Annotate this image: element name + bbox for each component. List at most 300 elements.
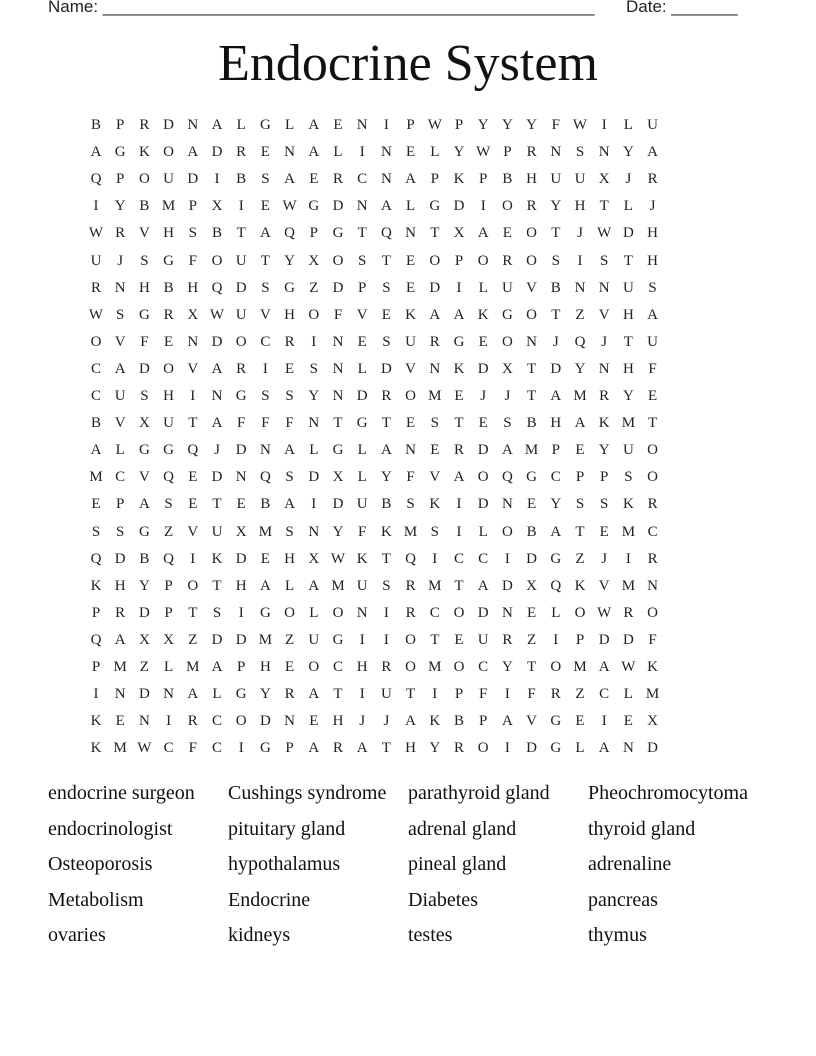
grid-row [84, 738, 665, 758]
grid-letter: K [90, 740, 102, 757]
grid-letter: D [550, 360, 562, 377]
grid-letter: B [139, 550, 150, 567]
grid-letter: I [359, 144, 365, 161]
grid-letter: O [211, 252, 223, 269]
grid-letter: M [428, 659, 442, 675]
grid-letter: H [284, 550, 296, 567]
grid-letter: X [163, 631, 175, 648]
grid-letter: A [114, 360, 126, 377]
grid-letter: M [428, 577, 442, 594]
grid-letter: Z [575, 686, 585, 703]
grid-letter: R [647, 171, 658, 188]
grid-letter: E [381, 306, 391, 323]
grid-letter: F [140, 333, 149, 350]
grid-letter: I [432, 550, 438, 567]
grid-letter: X [235, 523, 247, 540]
grid-letter: Z [188, 631, 198, 648]
grid-letter: O [647, 469, 659, 486]
grid-letter: F [188, 740, 197, 757]
grid-letter: M [621, 523, 636, 540]
grid-letter: R [405, 604, 416, 621]
grid-letter: Q [187, 442, 199, 459]
grid-letter: W [572, 117, 588, 133]
grid-letter: I [93, 198, 99, 215]
grid-letter: H [356, 659, 368, 675]
word-list-item: ovaries [48, 924, 106, 947]
grid-letter: P [600, 469, 609, 486]
grid-letter: S [430, 415, 439, 432]
grid-letter: T [430, 225, 440, 242]
grid-letter: M [573, 388, 587, 404]
grid-letter: S [551, 252, 560, 269]
grid-letter: P [164, 604, 173, 621]
grid-letter: I [504, 550, 510, 567]
grid-letter: I [480, 198, 486, 215]
grid-letter: N [501, 604, 513, 621]
grid-letter: X [526, 577, 538, 594]
grid-letter: M [113, 659, 127, 675]
grid-letter: M [89, 469, 103, 486]
grid-row [84, 657, 665, 677]
grid-letter: F [237, 415, 246, 432]
grid-letter: H [138, 279, 150, 296]
grid-letter: N [332, 388, 344, 404]
grid-letter: W [621, 659, 636, 675]
grid-letter: S [164, 496, 173, 513]
grid-letter: A [647, 306, 659, 323]
grid-letter: N [187, 117, 199, 133]
grid-letter: E [406, 415, 416, 432]
grid-letter: B [163, 279, 174, 296]
grid-letter: H [550, 415, 562, 432]
grid-letter: T [454, 577, 464, 594]
grid-letter: A [187, 144, 199, 161]
grid-letter: Q [163, 469, 175, 486]
grid-letter: P [575, 631, 585, 648]
grid-letter: C [647, 523, 658, 540]
grid-letter: D [501, 577, 513, 594]
grid-letter: T [551, 306, 561, 323]
grid-letter: T [623, 252, 633, 269]
grid-letter: O [477, 252, 489, 269]
grid-letter: K [380, 523, 392, 540]
grid-letter: O [501, 523, 513, 540]
grid-letter: Y [598, 442, 610, 459]
grid-letter: B [211, 225, 222, 242]
word-list-item: Endocrine [228, 888, 311, 911]
grid-letter: E [333, 117, 343, 133]
grid-letter: G [308, 198, 320, 215]
grid-letter: D [138, 686, 150, 703]
grid-letter: A [380, 442, 392, 459]
grid-letter: K [138, 144, 150, 161]
grid-letter: E [357, 333, 367, 350]
grid-letter: N [187, 333, 199, 350]
grid-letter: I [238, 198, 244, 215]
grid-letter: K [574, 577, 586, 594]
grid-letter: T [357, 225, 367, 242]
grid-letter: N [114, 279, 126, 296]
grid-letter: E [406, 252, 416, 269]
grid-letter: D [380, 360, 392, 377]
grid-letter: R [429, 333, 440, 350]
grid-letter: Q [90, 631, 102, 648]
grid-letter: G [332, 442, 344, 459]
grid-letter: Q [550, 577, 562, 594]
grid-letter: A [308, 740, 320, 757]
grid-letter: U [356, 496, 368, 513]
grid-letter: R [163, 306, 174, 323]
grid-letter: X [308, 550, 320, 567]
grid-letter: A [114, 631, 126, 648]
grid-letter: R [139, 117, 150, 133]
grid-letter: O [453, 604, 465, 621]
grid-letter: A [284, 442, 296, 459]
grid-letter: W [137, 740, 152, 757]
grid-letter: O [332, 252, 344, 269]
grid-letter: T [527, 659, 537, 675]
grid-letter: S [188, 225, 197, 242]
grid-letter: N [501, 496, 513, 513]
grid-letter: E [285, 659, 295, 675]
grid-letter: S [140, 388, 149, 404]
grid-letter: M [573, 659, 587, 675]
grid-letter: I [311, 496, 317, 513]
grid-letter: Y [308, 388, 320, 404]
grid-letter: V [429, 469, 441, 486]
grid-letter: V [114, 333, 126, 350]
grid-letter: H [163, 225, 175, 242]
grid-letter: K [598, 415, 610, 432]
grid-letter: E [575, 442, 585, 459]
grid-letter: D [477, 360, 489, 377]
grid-letter: M [331, 577, 345, 594]
grid-row [84, 142, 665, 162]
grid-letter: S [600, 252, 609, 269]
grid-letter: A [308, 144, 320, 161]
grid-letter: C [478, 659, 489, 675]
grid-letter: L [309, 442, 319, 459]
grid-letter: W [330, 550, 346, 567]
grid-letter: R [623, 604, 634, 621]
grid-letter: E [478, 333, 488, 350]
grid-letter: T [188, 604, 198, 621]
grid-letter: R [502, 252, 513, 269]
word-list-item: pineal gland [408, 853, 507, 876]
grid-letter: T [551, 225, 561, 242]
grid-letter: T [527, 360, 537, 377]
grid-letter: H [405, 740, 417, 757]
grid-letter: Y [453, 144, 465, 161]
grid-letter: A [598, 740, 610, 757]
grid-letter: M [428, 388, 442, 404]
grid-letter: G [332, 225, 344, 242]
grid-letter: D [356, 388, 368, 404]
grid-letter: P [91, 604, 101, 621]
grid-letter: H [332, 713, 344, 730]
grid-letter: A [211, 659, 223, 675]
grid-letter: S [261, 171, 270, 188]
grid-letter: A [138, 496, 150, 513]
grid-letter: O [405, 631, 417, 648]
grid-letter: E [527, 496, 537, 513]
grid-row [84, 549, 665, 569]
grid-letter: D [235, 631, 247, 648]
grid-letter: Z [285, 631, 295, 648]
grid-letter: W [597, 604, 612, 621]
grid-letter: U [235, 306, 247, 323]
grid-letter: B [90, 415, 101, 432]
grid-letter: O [647, 442, 659, 459]
word-list-item: Osteoporosis [48, 853, 153, 876]
grid-letter: X [138, 415, 150, 432]
grid-letter: T [575, 523, 585, 540]
grid-letter: R [647, 550, 658, 567]
grid-letter: N [574, 279, 586, 296]
grid-letter: Y [550, 198, 562, 215]
grid-letter: U [647, 117, 659, 133]
grid-letter: F [406, 469, 415, 486]
grid-letter: X [138, 631, 150, 648]
grid-letter: P [164, 577, 173, 594]
grid-letter: O [429, 252, 441, 269]
grid-letter: U [380, 686, 392, 703]
page-title: Endocrine System [218, 35, 598, 92]
grid-letter: X [332, 469, 344, 486]
grid-letter: S [116, 306, 125, 323]
grid-letter: D [138, 604, 150, 621]
grid-letter: D [526, 740, 538, 757]
grid-letter: A [429, 306, 441, 323]
grid-letter: U [356, 577, 368, 594]
grid-letter: S [430, 523, 439, 540]
grid-letter: A [405, 713, 417, 730]
grid-letter: R [115, 604, 126, 621]
grid-letter: E [623, 713, 633, 730]
grid-letter: D [647, 740, 659, 757]
grid-letter: E [309, 713, 319, 730]
grid-letter: G [550, 740, 562, 757]
grid-letter: Y [114, 198, 126, 215]
grid-letter: B [502, 171, 513, 188]
grid-letter: C [332, 659, 343, 675]
grid-letter: S [358, 252, 367, 269]
grid-letter: I [553, 631, 559, 648]
grid-letter: N [622, 740, 634, 757]
grid-row [84, 440, 665, 460]
grid-letter: T [212, 577, 222, 594]
grid-letter: T [648, 415, 658, 432]
grid-letter: T [333, 415, 343, 432]
grid-letter: T [236, 225, 246, 242]
grid-letter: O [477, 740, 489, 757]
grid-letter: A [308, 117, 320, 133]
grid-letter: S [261, 388, 270, 404]
grid-letter: H [647, 225, 659, 242]
grid-letter: L [333, 144, 343, 161]
grid-letter: K [429, 713, 441, 730]
grid-letter: I [383, 604, 389, 621]
grid-letter: L [357, 360, 367, 377]
grid-letter: O [163, 144, 175, 161]
grid-letter: F [479, 686, 488, 703]
grid-letter: D [163, 117, 175, 133]
grid-letter: N [356, 117, 368, 133]
grid-letter: L [357, 442, 367, 459]
grid-letter: K [647, 659, 659, 675]
word-list-item: thymus [588, 924, 647, 947]
grid-letter: D [477, 604, 489, 621]
grid-letter: C [478, 550, 489, 567]
grid-letter: A [284, 496, 296, 513]
grid-letter: E [91, 496, 101, 513]
grid-letter: M [258, 523, 273, 540]
grid-letter: W [88, 306, 104, 323]
grid-letter: D [308, 469, 320, 486]
grid-letter: S [285, 523, 294, 540]
grid-letter: C [260, 333, 271, 350]
grid-row [84, 332, 665, 352]
grid-letter: B [453, 713, 464, 730]
grid-letter: N [429, 360, 441, 377]
grid-letter: P [454, 117, 464, 133]
grid-letter: A [284, 171, 296, 188]
grid-letter: R [284, 686, 295, 703]
word-list-item: testes [408, 924, 453, 947]
grid-letter: I [238, 604, 244, 621]
grid-letter: X [453, 225, 465, 242]
grid-letter: E [188, 469, 198, 486]
grid-letter: O [550, 659, 562, 675]
grid-letter: I [601, 117, 607, 133]
grid-letter: N [356, 198, 368, 215]
grid-letter: R [236, 144, 247, 161]
grid-letter: O [501, 333, 513, 350]
grid-letter: L [623, 686, 633, 703]
grid-letter: H [622, 306, 634, 323]
grid-letter: D [453, 198, 465, 215]
grid-letter: S [382, 333, 391, 350]
grid-letter: F [551, 117, 560, 133]
grid-letter: C [357, 171, 368, 188]
grid-letter: M [621, 577, 636, 594]
grid-letter: N [647, 577, 659, 594]
grid-letter: M [524, 442, 539, 459]
date-field-label: Date: _______ [626, 0, 738, 16]
grid-letter: C [211, 713, 222, 730]
grid-letter: K [405, 306, 417, 323]
grid-row [84, 684, 665, 704]
grid-letter: X [187, 306, 199, 323]
grid-letter: B [526, 523, 537, 540]
grid-letter: D [259, 713, 271, 730]
grid-letter: E [406, 279, 416, 296]
grid-row [84, 630, 665, 650]
grid-letter: G [138, 306, 150, 323]
grid-letter: N [138, 713, 150, 730]
grid-letter: X [308, 252, 320, 269]
grid-letter: R [647, 496, 658, 513]
grid-letter: U [163, 171, 175, 188]
grid-letter: I [383, 117, 389, 133]
grid-letter: P [479, 713, 488, 730]
grid-letter: H [526, 171, 538, 188]
grid-letter: U [163, 415, 175, 432]
grid-letter: Y [259, 686, 271, 703]
grid-letter: H [259, 659, 271, 675]
grid-letter: I [190, 550, 196, 567]
grid-letter: R [90, 279, 101, 296]
grid-letter: N [308, 523, 320, 540]
grid-letter: I [262, 360, 268, 377]
grid-letter: W [282, 198, 297, 215]
grid-letter: P [188, 198, 197, 215]
grid-letter: D [622, 631, 634, 648]
grid-letter: G [259, 604, 271, 621]
grid-letter: Y [574, 360, 586, 377]
grid-letter: R [502, 631, 513, 648]
grid-letter: P [454, 686, 464, 703]
grid-letter: H [163, 388, 175, 404]
grid-row [84, 169, 665, 189]
grid-letter: W [476, 144, 491, 161]
word-list-item: adrenal gland [408, 817, 517, 840]
grid-letter: E [188, 496, 198, 513]
grid-letter: L [285, 117, 295, 133]
grid-letter: R [332, 171, 343, 188]
grid-letter: G [138, 523, 150, 540]
grid-row [84, 603, 665, 623]
grid-letter: X [211, 198, 223, 215]
grid-letter: G [163, 442, 175, 459]
grid-letter: T [381, 252, 391, 269]
grid-letter: M [161, 198, 176, 215]
grid-letter: Y [380, 469, 392, 486]
grid-letter: L [551, 604, 561, 621]
grid-letter: N [380, 171, 392, 188]
grid-letter: A [598, 659, 610, 675]
grid-letter: B [236, 171, 247, 188]
grid-letter: G [550, 713, 562, 730]
grid-letter: B [550, 279, 561, 296]
grid-letter: S [309, 360, 318, 377]
grid-letter: V [138, 225, 150, 242]
grid-letter: I [359, 686, 365, 703]
grid-letter: Z [309, 279, 319, 296]
grid-letter: T [406, 686, 416, 703]
grid-letter: S [600, 496, 609, 513]
grid-letter: O [187, 577, 199, 594]
grid-letter: L [212, 686, 222, 703]
grid-letter: D [211, 144, 223, 161]
grid-letter: N [211, 388, 223, 404]
grid-letter: K [356, 550, 368, 567]
grid-letter: E [115, 713, 125, 730]
grid-letter: L [575, 740, 585, 757]
grid-letter: A [501, 713, 513, 730]
grid-letter: I [456, 279, 462, 296]
grid-letter: A [211, 415, 223, 432]
grid-letter: J [552, 333, 559, 350]
grid-letter: I [625, 550, 631, 567]
grid-letter: D [332, 198, 344, 215]
grid-letter: W [209, 306, 225, 323]
grid-letter: O [405, 659, 417, 675]
grid-letter: D [429, 279, 441, 296]
grid-letter: E [164, 333, 174, 350]
grid-letter: O [574, 604, 586, 621]
grid-letter: R [405, 577, 416, 594]
